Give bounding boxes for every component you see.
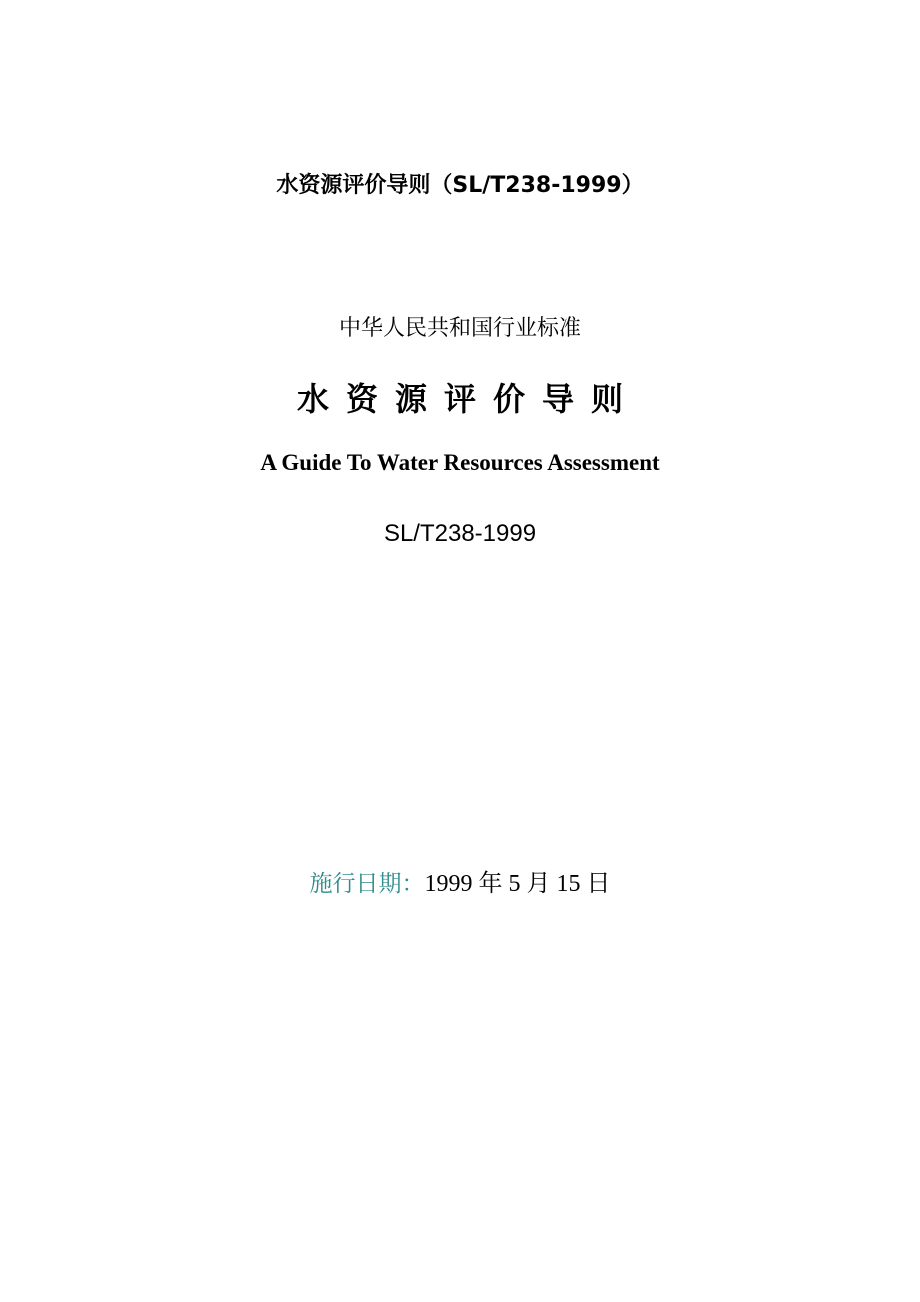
effective-date-line <box>0 863 920 898</box>
standard-code: SL/T238-1999 <box>383 520 537 547</box>
effective-date-value: 1999 年 5 月 15 日 <box>424 871 611 897</box>
standard-type-label: 中华人民共和国行业标准 <box>338 316 581 341</box>
document-header-title: 水资源评价导则（SL/T238-1999） <box>276 173 644 198</box>
effective-date-label: 施行日期： <box>309 871 425 897</box>
chinese-title: 水资源评价导则 <box>296 380 640 418</box>
english-title: A Guide To Water Resources Assessment <box>260 450 660 475</box>
